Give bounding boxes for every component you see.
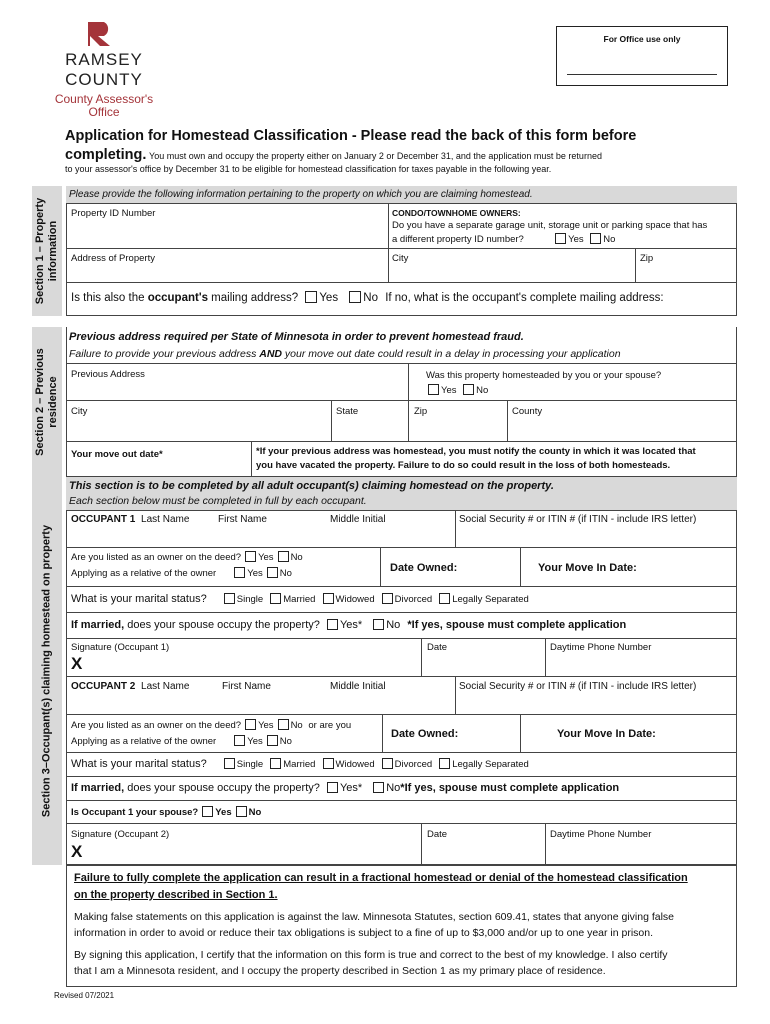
occ2-signature-x: X <box>71 842 83 861</box>
occ2-spouse-must: *If yes, spouse must complete application <box>400 782 620 794</box>
occ1-widowed-checkbox[interactable] <box>323 593 334 604</box>
section2-header2a: Failure to provide your previous address <box>69 348 260 360</box>
office-use-label: For Office use only <box>603 34 681 44</box>
occ1-signature-x: X <box>71 654 83 673</box>
section1-side-label: Section 1 – Property information <box>32 186 62 316</box>
property-zip-field[interactable] <box>638 264 734 281</box>
logo-line4: Office <box>88 105 120 119</box>
occ2-phone-label: Daytime Phone Number <box>550 829 652 840</box>
condo-question1: Do you have a separate garage unit, storage unit or parking space that has <box>392 220 708 231</box>
occ1-date-field[interactable] <box>425 654 543 674</box>
occ1-single-label: Single <box>236 594 264 605</box>
section3-side-label: Section 3–Occupant(s) claiming homestead on property <box>32 477 62 865</box>
section2-header2c: your move out date could result in a delay in processing your application <box>282 348 621 360</box>
occ2-date-owned-field[interactable] <box>466 724 518 748</box>
occ1-ssn-label: Social Security # or ITIN # (if ITIN - include IRS letter) <box>459 514 697 525</box>
occ2-signature-field[interactable] <box>90 842 418 862</box>
s3-hline7 <box>66 752 737 753</box>
s3-vline8 <box>520 714 521 752</box>
occ1-marital-label: What is your marital status? <box>71 593 207 605</box>
occ2-spouse-yes-checkbox[interactable] <box>327 782 338 793</box>
s3-vline7 <box>382 714 383 752</box>
occ1-label: OCCUPANT 1 <box>71 514 136 525</box>
prev-county-field[interactable] <box>510 418 735 439</box>
move-out-note2: you have vacated the property. Failure to do so could result in the loss of both homesteads. <box>256 460 671 471</box>
intro-line1 <box>65 147 602 163</box>
occ2-marital-row <box>71 758 529 770</box>
mailing-q-post: mailing address? <box>207 292 299 304</box>
occ1-date-owned-field[interactable] <box>466 558 518 582</box>
mailing-yes-label: Yes <box>319 292 339 304</box>
ramsey-logo-mark-icon <box>88 22 112 46</box>
prev-zip-label: Zip <box>414 406 428 417</box>
occ1-deed-yes-checkbox[interactable] <box>245 551 256 562</box>
occ1-relative-no-label: No <box>279 568 292 579</box>
logo-line1: RAMSEY <box>65 50 143 69</box>
move-out-date-field[interactable] <box>174 445 249 475</box>
occ2-deed-no-checkbox[interactable] <box>278 719 289 730</box>
s3-hline10 <box>66 823 737 824</box>
occ1-spouse-no-label: No <box>386 619 401 631</box>
property-address-field[interactable] <box>70 264 384 281</box>
prev-state-label: State <box>336 406 359 417</box>
occ2-single-checkbox[interactable] <box>224 758 235 769</box>
occ1-divorced-checkbox[interactable] <box>382 593 393 604</box>
mailing-q-pre: Is this also the <box>71 292 148 304</box>
s2-hline2 <box>66 441 737 442</box>
s2-vline3 <box>507 400 508 441</box>
occ2-spouse-question: does your spouse occupy the property? <box>124 782 320 794</box>
condo-no-checkbox[interactable] <box>590 233 601 244</box>
occ2-move-in-label: Your Move In Date: <box>557 728 656 740</box>
intro-line2: to your assessor's office by December 31 to be eligible for homestead classification for taxes payable in the following year. <box>65 164 552 174</box>
s1-hline1 <box>66 248 737 249</box>
occ1-relative-yes-label: Yes <box>247 568 263 579</box>
occ2-marital-label: What is your marital status? <box>71 758 207 770</box>
prev-state-field[interactable] <box>334 418 406 439</box>
is-spouse-row <box>71 806 261 818</box>
occ1-deed-no-checkbox[interactable] <box>278 551 289 562</box>
was-homesteaded-row <box>424 384 488 396</box>
occ2-divorced-checkbox[interactable] <box>382 758 393 769</box>
occ2-label: OCCUPANT 2 <box>71 681 136 692</box>
previous-address-label: Previous Address <box>71 369 145 380</box>
occ2-name-field[interactable] <box>70 694 452 712</box>
occ2-separated-checkbox[interactable] <box>439 758 450 769</box>
law-line2: information in order to avoid or reduce their tax obligations is subject to a fine of up to $3,000 and/or up to one year in prison. <box>74 927 654 939</box>
occ1-signature-label: Signature (Occupant 1) <box>71 642 170 653</box>
property-id-field[interactable] <box>70 219 384 246</box>
property-id-label: Property ID Number <box>71 208 156 219</box>
occ1-relative-yes-checkbox[interactable] <box>234 567 245 578</box>
revised-date: Revised 07/2021 <box>54 991 115 1000</box>
occ1-mi-label: Middle Initial <box>330 514 386 525</box>
occ1-deed-yes-label: Yes <box>258 552 274 563</box>
property-city-field[interactable] <box>391 264 633 281</box>
intro-text1: You must own and occupy the property either on January 2 or December 31, and the application must be returned <box>149 151 602 161</box>
occ1-spouse-question: does your spouse occupy the property? <box>124 619 320 631</box>
s2-hline1 <box>66 400 737 401</box>
occ1-signature-field[interactable] <box>90 654 418 674</box>
s3-hline2 <box>66 586 737 587</box>
mailing-if-no: If no, what is the occupant's complete mailing address: <box>385 292 664 304</box>
certify-line1: By signing this application, I certify that the information on this form is true and correct to the best of my knowledge. I also certify <box>74 949 668 961</box>
s3-vline4 <box>421 638 422 676</box>
certify-line2: that I am a Minnesota resident, and I occupy the property described in Section 1 as my primary place of residence. <box>74 965 606 977</box>
occ2-single-label: Single <box>236 759 264 770</box>
occ1-spouse-no-checkbox[interactable] <box>373 619 384 630</box>
section1-header: Please provide the following information pertaining to the property on which you are claiming homestead. <box>69 189 533 200</box>
prev-homestead-yes-label: Yes <box>441 385 457 396</box>
occ1-relative-label: Applying as a relative of the owner <box>71 568 217 579</box>
mailing-no-label: No <box>363 292 378 304</box>
occ2-ssn-field[interactable] <box>459 694 734 712</box>
is-spouse-no-checkbox[interactable] <box>236 806 247 817</box>
property-address-label: Address of Property <box>71 253 155 264</box>
occ2-relative-label: Applying as a relative of the owner <box>71 736 217 747</box>
previous-address-field[interactable] <box>70 381 404 399</box>
occ1-phone-field[interactable] <box>549 654 734 674</box>
s3-hline8 <box>66 776 737 777</box>
is-spouse-yes-label: Yes <box>215 807 232 818</box>
occ2-married-checkbox[interactable] <box>270 758 281 769</box>
occ2-spouse-no-checkbox[interactable] <box>373 782 384 793</box>
occ2-deed-or: or are you <box>308 720 352 731</box>
s3-hline3 <box>66 612 737 613</box>
mailing-address-row <box>71 291 664 304</box>
occ2-signature-label: Signature (Occupant 2) <box>71 829 170 840</box>
s3-hline9 <box>66 800 737 801</box>
warning-line2: on the property described in Section 1. <box>74 889 278 901</box>
occ1-widowed-label: Widowed <box>335 594 375 605</box>
move-out-date-label: Your move out date* <box>71 449 163 460</box>
prev-homestead-no-checkbox[interactable] <box>463 384 474 395</box>
occ2-married-label: Married <box>283 759 316 770</box>
is-spouse-yes-checkbox[interactable] <box>202 806 213 817</box>
occ2-divorced-label: Divorced <box>394 759 433 770</box>
s2-vline2 <box>331 400 332 441</box>
occ2-relative-no-checkbox[interactable] <box>267 735 278 746</box>
occ1-phone-label: Daytime Phone Number <box>550 642 652 653</box>
s3-vline9 <box>421 823 422 865</box>
occ1-deed-label: Are you listed as an owner on the deed? <box>71 552 242 563</box>
s3-hline1 <box>66 547 737 548</box>
s1-hline2 <box>66 282 737 283</box>
occ2-deed-no-label: No <box>290 720 303 731</box>
occ1-date-owned-label: Date Owned: <box>390 562 458 574</box>
section2-header1: Previous address required per State of Minnesota in order to prevent homestead fraud. <box>69 331 524 343</box>
office-use-box <box>556 26 728 86</box>
occ2-relative-row <box>71 735 292 747</box>
occ1-if-married: If married, <box>71 619 125 631</box>
occ2-deed-yes-label: Yes <box>258 720 274 731</box>
occ1-relative-no-checkbox[interactable] <box>267 567 278 578</box>
condo-no-label: No <box>603 234 616 245</box>
s3-vline3 <box>520 547 521 586</box>
occ1-first-label: First Name <box>218 514 267 525</box>
occ1-last-label: Last Name <box>141 514 190 525</box>
occ2-separated-label: Legally Separated <box>452 759 529 770</box>
occ2-deed-row <box>71 719 351 731</box>
section3-header2: Each section below must be completed in full by each occupant. <box>69 495 367 507</box>
occ1-spouse-yes-checkbox[interactable] <box>327 619 338 630</box>
prev-zip-field[interactable] <box>411 418 505 439</box>
s3-vline5 <box>545 638 546 676</box>
occ2-mi-label: Middle Initial <box>330 681 386 692</box>
occ2-phone-field[interactable] <box>549 842 734 862</box>
occ2-date-field[interactable] <box>425 842 543 862</box>
occ2-ssn-label: Social Security # or ITIN # (if ITIN - include IRS letter) <box>459 681 697 692</box>
occ2-last-label: Last Name <box>141 681 190 692</box>
s3-hline6 <box>66 714 737 715</box>
section3-header1: This section is to be completed by all adult occupant(s) claiming homestead on the property. <box>69 480 554 492</box>
occ2-relative-yes-label: Yes <box>247 736 263 747</box>
prev-county-label: County <box>512 406 543 417</box>
occ2-spouse-no-label: No <box>386 782 401 794</box>
section2-header2 <box>69 348 621 360</box>
s1-vline2 <box>635 248 636 282</box>
move-out-note1: *If your previous address was homestead, you must notify the county in which it was located that <box>256 446 696 457</box>
occ1-divorced-label: Divorced <box>394 594 433 605</box>
occ1-move-in-field[interactable] <box>648 558 734 582</box>
s3-vline2 <box>380 547 381 586</box>
occ1-married-checkbox[interactable] <box>270 593 281 604</box>
occ2-deed-label: Are you listed as an owner on the deed? <box>71 720 242 731</box>
s2-vline4 <box>251 441 252 477</box>
s2-vline1 <box>408 363 409 441</box>
s3-vline1 <box>455 510 456 547</box>
s3-vline6 <box>455 676 456 714</box>
form-title: Application for Homestead Classification - Please read the back of this form before <box>65 128 637 144</box>
logo-line2: COUNTY <box>65 70 143 89</box>
condo-question2: a different property ID number? <box>392 234 524 245</box>
occ1-separated-checkbox[interactable] <box>439 593 450 604</box>
is-spouse-label: Is Occupant 1 your spouse? <box>71 807 199 818</box>
occ1-date-label: Date <box>427 642 448 653</box>
occ1-name-field[interactable] <box>70 527 452 545</box>
completing-word: completing. <box>65 147 147 163</box>
s3-vline10 <box>545 823 546 865</box>
mailing-no-checkbox[interactable] <box>349 291 361 303</box>
occ2-move-in-field[interactable] <box>668 724 734 748</box>
occ2-first-label: First Name <box>222 681 271 692</box>
occ1-deed-no-label: No <box>290 552 303 563</box>
property-zip-label: Zip <box>640 253 654 264</box>
was-homesteaded-label: Was this property homesteaded by you or your spouse? <box>426 370 662 381</box>
s2-hline0 <box>66 363 737 364</box>
occ2-if-married: If married, <box>71 782 125 794</box>
condo-yes-checkbox[interactable] <box>555 233 566 244</box>
occ1-single-checkbox[interactable] <box>224 593 235 604</box>
occ2-date-label: Date <box>427 829 448 840</box>
occ2-name-row <box>71 681 189 692</box>
occ1-marital-row <box>71 593 529 605</box>
logo <box>50 22 160 120</box>
prev-homestead-yes-checkbox[interactable] <box>428 384 439 395</box>
occ2-relative-yes-checkbox[interactable] <box>234 735 245 746</box>
prev-homestead-no-label: No <box>476 385 489 396</box>
law-line1: Making false statements on this application is against the law. Minnesota Statutes, section 609.41, states that anyone giving false <box>74 911 675 923</box>
mailing-yes-checkbox[interactable] <box>305 291 317 303</box>
occ1-spouse-yes-label: Yes* <box>339 619 363 631</box>
occ2-spouse-yes-label: Yes* <box>339 782 363 794</box>
occ2-relative-no-label: No <box>279 736 292 747</box>
prev-city-field[interactable] <box>70 418 328 439</box>
section2-header2b: AND <box>259 348 283 360</box>
occ1-spouse-row <box>71 619 626 631</box>
s1-vline1 <box>388 203 389 282</box>
condo-title: CONDO/TOWNHOME OWNERS: <box>392 208 521 218</box>
office-use-line <box>567 74 717 75</box>
logo-line3: County Assessor's <box>54 92 154 106</box>
is-spouse-no-label: No <box>248 807 262 818</box>
property-city-label: City <box>392 253 409 264</box>
occ1-deed-row <box>71 551 303 563</box>
occ1-spouse-must: *If yes, spouse must complete application <box>407 619 627 631</box>
occ2-widowed-label: Widowed <box>335 759 375 770</box>
occ1-move-in-label: Your Move In Date: <box>538 562 637 574</box>
occ2-spouse-row <box>71 782 619 794</box>
occ1-ssn-field[interactable] <box>459 527 734 545</box>
occ2-date-owned-label: Date Owned: <box>391 728 459 740</box>
occ1-relative-row <box>71 567 292 579</box>
section2-side-label: Section 2 – Previous residence <box>32 327 62 477</box>
occ1-married-label: Married <box>283 594 316 605</box>
occ1-name-row <box>71 514 189 525</box>
condo-yes-label: Yes <box>568 234 584 245</box>
prev-city-label: City <box>71 406 88 417</box>
occ2-deed-yes-checkbox[interactable] <box>245 719 256 730</box>
warning-line1: Failure to fully complete the application can result in a fractional homestead or denial of the homestead classification <box>74 872 688 884</box>
mailing-q-bold: occupant's <box>147 292 208 304</box>
s3-hline4 <box>66 638 737 639</box>
s3-hline5 <box>66 676 737 677</box>
occ1-separated-label: Legally Separated <box>452 594 529 605</box>
occ2-widowed-checkbox[interactable] <box>323 758 334 769</box>
condo-question2-row <box>392 233 615 245</box>
